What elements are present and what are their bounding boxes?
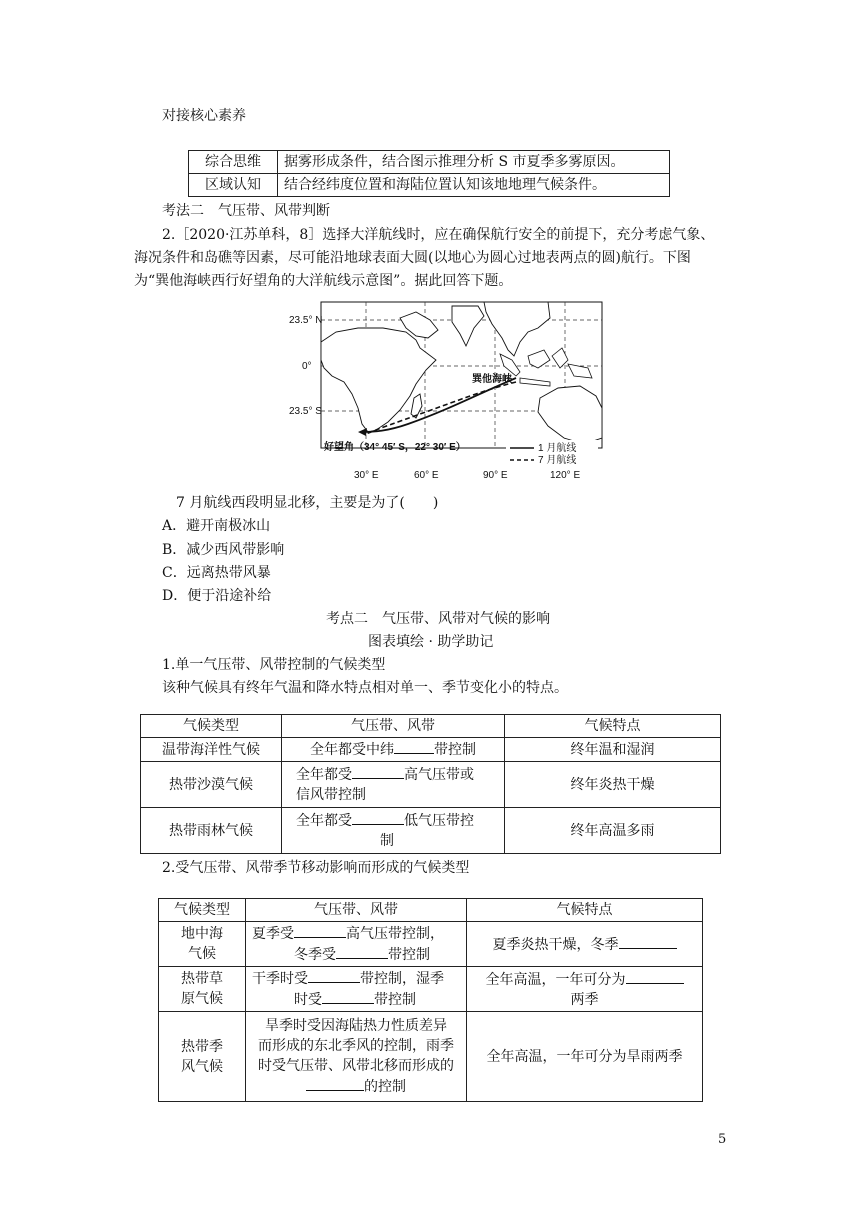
table-header-row — [159, 899, 703, 922]
climate-type-cell: 温带海洋性气候 — [141, 738, 282, 762]
lat-label: 0° — [302, 361, 312, 372]
feature-cell — [467, 922, 703, 967]
option-d: D．便于沿途补给 — [162, 588, 272, 604]
lat-label: 23.5° S — [289, 406, 322, 417]
feature-cell: 终年炎热干燥 — [505, 762, 721, 808]
cell-text: 而形成的东北季风的控制，雨季 — [258, 1038, 454, 1054]
table-header-cell: 气候类型 — [159, 899, 246, 922]
table-header-cell: 气候类型 — [141, 715, 282, 738]
feature-cell: 终年高温多雨 — [505, 808, 721, 854]
table-row — [159, 1012, 703, 1102]
table-row — [189, 151, 670, 174]
belt-cell — [246, 1012, 467, 1102]
cell-text: 全年都受中纬 — [310, 742, 394, 758]
lat-label: 23.5° N — [289, 315, 323, 326]
cell-text: 两季 — [570, 991, 599, 1008]
lon-label: 90° E — [483, 470, 508, 481]
belt-cell — [246, 967, 467, 1012]
fill-blank[interactable] — [306, 1076, 364, 1091]
cell-text: 全年都受 — [296, 813, 352, 829]
table-row — [141, 808, 721, 854]
cell-text: 夏季炎热干燥，冬季 — [492, 936, 619, 953]
cell-text: 低气压带控 — [404, 813, 474, 829]
fill-blank[interactable] — [394, 739, 434, 754]
cell-text: 热带草 — [181, 971, 223, 987]
question-stem-line: 2.［2020·江苏单科，8］选择大洋航线时，应在确保航行安全的前提下，充分考虑气象、 — [162, 227, 715, 243]
belt-cell — [282, 762, 505, 808]
climate-table-1 — [140, 714, 721, 854]
climate-type-cell: 热带雨林气候 — [141, 808, 282, 854]
legend-label: 1 月航线 — [538, 443, 577, 454]
table-row — [159, 967, 703, 1012]
option-c: C．远离热带风暴 — [162, 565, 271, 581]
question-text: 7 月航线西段明显北移，主要是为了( ) — [176, 495, 439, 511]
fill-blank[interactable] — [352, 764, 404, 779]
table-header-cell: 气候特点 — [467, 899, 703, 922]
subsection-desc: 该种气候具有终年气温和降水特点相对单一、季节变化小的特点。 — [162, 680, 568, 696]
table-header-cell: 气压带、风带 — [282, 715, 505, 738]
method-heading: 考法二 气压带、风带判断 — [162, 203, 330, 219]
cell-text: 制 — [380, 833, 394, 849]
belt-cell — [282, 808, 505, 854]
table-header-row — [141, 715, 721, 738]
cell-text: 高气压带控制， — [346, 926, 444, 942]
climate-type-cell: 热带沙漠气候 — [141, 762, 282, 808]
fill-blank[interactable] — [352, 810, 404, 825]
core-literacy-table — [188, 150, 670, 197]
cell-text: 带控制 — [374, 992, 416, 1008]
climate-table-2 — [158, 898, 703, 1102]
table-cell: 综合思维 — [189, 151, 278, 174]
belt-cell — [282, 738, 505, 762]
subsection-title: 2.受气压带、风带季节移动影响而形成的气候类型 — [162, 860, 470, 876]
cell-text: 的控制 — [364, 1079, 406, 1095]
table-header-cell: 气压带、风带 — [246, 899, 467, 922]
cell-text: 风气候 — [181, 1058, 223, 1075]
fill-blank[interactable] — [322, 989, 374, 1004]
fill-blank[interactable] — [308, 968, 360, 983]
fill-blank[interactable] — [294, 923, 346, 938]
question-stem-line: 为“巽他海峡西行好望角的大洋航线示意图”。据此回答下题。 — [134, 273, 513, 289]
table-header-cell: 气候特点 — [505, 715, 721, 738]
climate-type-cell — [159, 922, 246, 967]
belt-cell — [246, 922, 467, 967]
subsection-title: 1.单一气压带、风带控制的气候类型 — [162, 657, 386, 673]
table-row — [141, 738, 721, 762]
cell-text: 夏季受 — [252, 926, 294, 942]
question-stem-line: 海况条件和岛礁等因素，尽可能沿地球表面大圆(以地心为圆心过地表两点的圆)航行。下图 — [134, 250, 691, 266]
lon-label: 60° E — [414, 470, 439, 481]
map-legend — [506, 440, 598, 466]
cell-text: 时受气压带、风带北移而形成的 — [258, 1058, 454, 1074]
cell-text: 地中海 — [181, 926, 223, 942]
page-number: 5 — [718, 1132, 727, 1147]
cell-text: 干季时受 — [252, 971, 308, 987]
climate-type-cell — [159, 1012, 246, 1102]
cell-text: 全年都受 — [296, 767, 352, 783]
core-literacy-heading: 对接核心素养 — [162, 108, 246, 124]
cell-text: 时受 — [294, 992, 322, 1008]
cell-text: 原气候 — [181, 991, 223, 1007]
cell-text: 带控制，湿季 — [360, 971, 444, 987]
feature-cell — [467, 967, 703, 1012]
cell-text: 热带季 — [181, 1038, 223, 1055]
cell-text: 信风带控制 — [296, 787, 366, 803]
option-b: B．减少西风带影响 — [162, 542, 285, 558]
table-cell: 区域认知 — [189, 174, 278, 197]
feature-cell: 全年高温，一年可分为旱雨两季 — [467, 1012, 703, 1102]
fill-blank[interactable] — [619, 934, 677, 949]
route-map-figure — [288, 298, 608, 488]
cape-label: 好望角（34° 45′ S，22° 30′ E） — [324, 442, 466, 453]
strait-label: 巽他海峡 — [472, 374, 512, 385]
cell-text: 全年高温，一年可分为 — [485, 971, 626, 988]
section-subtitle: 图表填绘 · 助学助记 — [368, 634, 494, 650]
legend-label: 7 月航线 — [538, 455, 577, 466]
cell-text: 带控制 — [388, 947, 430, 963]
cell-text: 带控制 — [434, 742, 476, 758]
option-a: A．避开南极冰山 — [162, 518, 271, 534]
cell-text: 气候 — [188, 946, 216, 962]
lon-label: 30° E — [354, 470, 379, 481]
section-title: 考点二 气压带、风带对气候的影响 — [326, 611, 550, 627]
climate-type-cell — [159, 967, 246, 1012]
table-row — [189, 174, 670, 197]
table-row — [141, 762, 721, 808]
cell-text: 旱季时受因海陆热力性质差异 — [265, 1018, 447, 1034]
fill-blank[interactable] — [626, 969, 684, 984]
table-row — [159, 922, 703, 967]
table-cell: 结合经纬度位置和海陆位置认知该地地理气候条件。 — [278, 174, 670, 197]
feature-cell: 终年温和湿润 — [505, 738, 721, 762]
cell-text: 高气压带或 — [404, 767, 474, 783]
cell-text: 冬季受 — [294, 947, 336, 963]
fill-blank[interactable] — [336, 944, 388, 959]
lon-label: 120° E — [550, 470, 581, 481]
table-cell: 据雾形成条件，结合图示推理分析 S 市夏季多雾原因。 — [278, 151, 670, 174]
